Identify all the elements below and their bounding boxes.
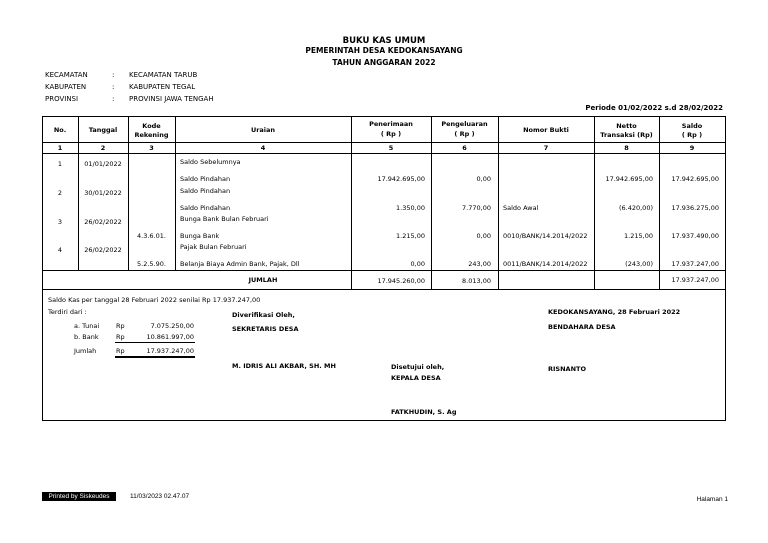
col-header-penerimaan: Penerimaan	[369, 120, 413, 128]
col-number: 6	[462, 144, 467, 152]
row-netto: (243,00)	[625, 260, 653, 268]
info-sep-kabupaten: :	[112, 83, 115, 91]
col-header-saldo: Saldo	[681, 122, 703, 130]
info-value-kabupaten: KABUPATEN TEGAL	[129, 83, 196, 91]
col-header-bukti: Nomor Bukti	[523, 126, 569, 134]
col-header-kode: Kode	[142, 122, 161, 130]
page-number: Halaman 1	[696, 496, 728, 503]
col-number: 8	[624, 144, 629, 152]
row-kode: 5.2.5.90.	[137, 260, 166, 268]
row-group-title: Pajak Bulan Februari	[180, 243, 247, 251]
summary-label: a. Tunai	[74, 322, 100, 330]
row-netto: 1.215,00	[624, 232, 653, 240]
row-netto: (6.420,00)	[618, 204, 653, 212]
sum-double-underline	[115, 356, 195, 358]
summary-currency: Rp	[116, 333, 125, 341]
row-group-title: Saldo Pindahan	[180, 187, 231, 195]
col-number: 2	[100, 144, 106, 152]
summary-amount: 7.075.250,00	[150, 322, 194, 330]
total-label: JUMLAH	[248, 276, 278, 284]
row-group-title: Bunga Bank Bulan Februari	[180, 215, 269, 223]
col-header-netto-unit: Transaksi (Rp)	[600, 131, 653, 139]
summary-amount: 10.861.997,00	[146, 333, 194, 341]
info-label-provinsi: PROVINSI	[45, 95, 79, 103]
row-uraian: Saldo Pindahan	[180, 175, 231, 183]
col-number: 9	[689, 144, 695, 152]
row-bukti: 0011/BANK/14.2014/2022	[503, 260, 588, 268]
period-label: Periode 01/02/2022 s.d 28/02/2022	[585, 104, 723, 112]
total-saldo: 17.937.247,00	[671, 276, 719, 284]
row-date: 26/02/2022	[84, 246, 122, 254]
row-pengeluaran: 0,00	[476, 175, 491, 183]
approved-by-label: Disetujui oleh,	[391, 363, 445, 371]
total-penerimaan: 17.945.260,00	[377, 277, 425, 285]
row-bukti: Saldo Awal	[503, 204, 539, 212]
row-date: 01/01/2022	[84, 160, 122, 168]
col-number: 4	[260, 144, 266, 152]
report-year: TAHUN ANGGARAN 2022	[332, 58, 436, 67]
summary-label: b. Bank	[74, 333, 99, 341]
row-kode: 4.3.6.01.	[137, 232, 166, 240]
row-saldo: 17.937.247,00	[671, 260, 719, 268]
col-header-pengeluaran: Pengeluaran	[441, 120, 488, 128]
report-subtitle: PEMERINTAH DESA KEDOKANSAYANG	[305, 46, 463, 55]
report-title: BUKU KAS UMUM	[342, 36, 426, 46]
printed-by-badge: Printed by Siskeudes	[42, 492, 116, 501]
summary-currency: Rp	[116, 347, 125, 355]
summary-label: Jumlah	[74, 347, 97, 355]
col-number: 3	[149, 144, 154, 152]
col-header-pengeluaran-unit: ( Rp )	[454, 130, 475, 138]
row-pengeluaran: 0,00	[476, 232, 491, 240]
row-no: 2	[57, 189, 63, 197]
row-netto: 17.942.695,00	[605, 175, 653, 183]
row-date: 30/01/2022	[84, 189, 122, 197]
row-no: 3	[57, 218, 63, 226]
col-number: 5	[388, 144, 394, 152]
terdiri-label: Terdiri dari :	[48, 308, 87, 316]
secretary-name: M. IDRIS ALI AKBAR, SH. MH	[232, 362, 336, 370]
summary-amount: 17.937.247,00	[146, 347, 194, 355]
col-header-saldo-unit: ( Rp )	[681, 131, 703, 139]
info-value-provinsi: PROVINSI JAWA TENGAH	[129, 95, 214, 103]
row-bukti: 0010/BANK/14.2014/2022	[503, 232, 588, 240]
row-penerimaan: 1.215,00	[396, 232, 425, 240]
row-penerimaan: 0,00	[410, 260, 425, 268]
sum-divider	[115, 342, 195, 343]
col-header-netto: Netto	[616, 122, 637, 130]
treasurer-title: BENDAHARA DESA	[548, 323, 616, 331]
row-uraian: Belanja Biaya Admin Bank, Pajak, Dll	[180, 260, 300, 268]
row-pengeluaran: 7.770,00	[462, 204, 491, 212]
col-header-no: No.	[53, 126, 67, 134]
info-sep-kecamatan: :	[112, 71, 115, 79]
row-penerimaan: 17.942.695,00	[377, 175, 425, 183]
info-label-kabupaten: KABUPATEN	[45, 83, 87, 91]
row-group-title: Saldo Sebelumnya	[180, 158, 241, 166]
row-saldo: 17.942.695,00	[671, 175, 719, 183]
head-name: FATKHUDIN, S. Ag	[391, 408, 457, 416]
row-pengeluaran: 243,00	[468, 260, 491, 268]
verified-by-label: Diverifikasi Oleh,	[232, 311, 295, 319]
secretary-title: SEKRETARIS DESA	[232, 325, 299, 333]
row-uraian: Saldo Pindahan	[180, 204, 231, 212]
col-header-penerimaan-unit: ( Rp )	[380, 130, 402, 138]
row-saldo: 17.936.275,00	[671, 204, 719, 212]
total-pengeluaran: 8.013,00	[462, 277, 491, 285]
row-uraian: Bunga Bank	[180, 232, 220, 240]
row-no: 1	[57, 160, 63, 168]
info-value-kecamatan: KECAMATAN TARUB	[129, 71, 198, 79]
row-penerimaan: 1.350,00	[396, 204, 425, 212]
row-date: 26/02/2022	[84, 218, 122, 226]
head-title: KEPALA DESA	[391, 374, 441, 382]
info-sep-provinsi: :	[112, 95, 115, 103]
row-saldo: 17.937.490,00	[671, 232, 719, 240]
col-number: 7	[543, 144, 549, 152]
saldo-summary: Saldo Kas per tanggal 28 Februari 2022 senilai Rp 17.937.247,00	[48, 296, 261, 304]
col-number: 1	[57, 144, 63, 152]
summary-currency: Rp	[116, 322, 125, 330]
info-label-kecamatan: KECAMATAN	[45, 71, 88, 79]
place-date: KEDOKANSAYANG, 28 Februari 2022	[548, 308, 681, 316]
col-header-rekening: Rekening	[134, 131, 169, 139]
col-header-tanggal: Tanggal	[88, 126, 118, 134]
treasurer-name: RISNANTO	[548, 365, 586, 373]
col-header-uraian: Uraian	[250, 126, 276, 134]
printed-at: 11/03/2023 02.47.07	[130, 493, 190, 500]
row-no: 4	[57, 246, 63, 254]
